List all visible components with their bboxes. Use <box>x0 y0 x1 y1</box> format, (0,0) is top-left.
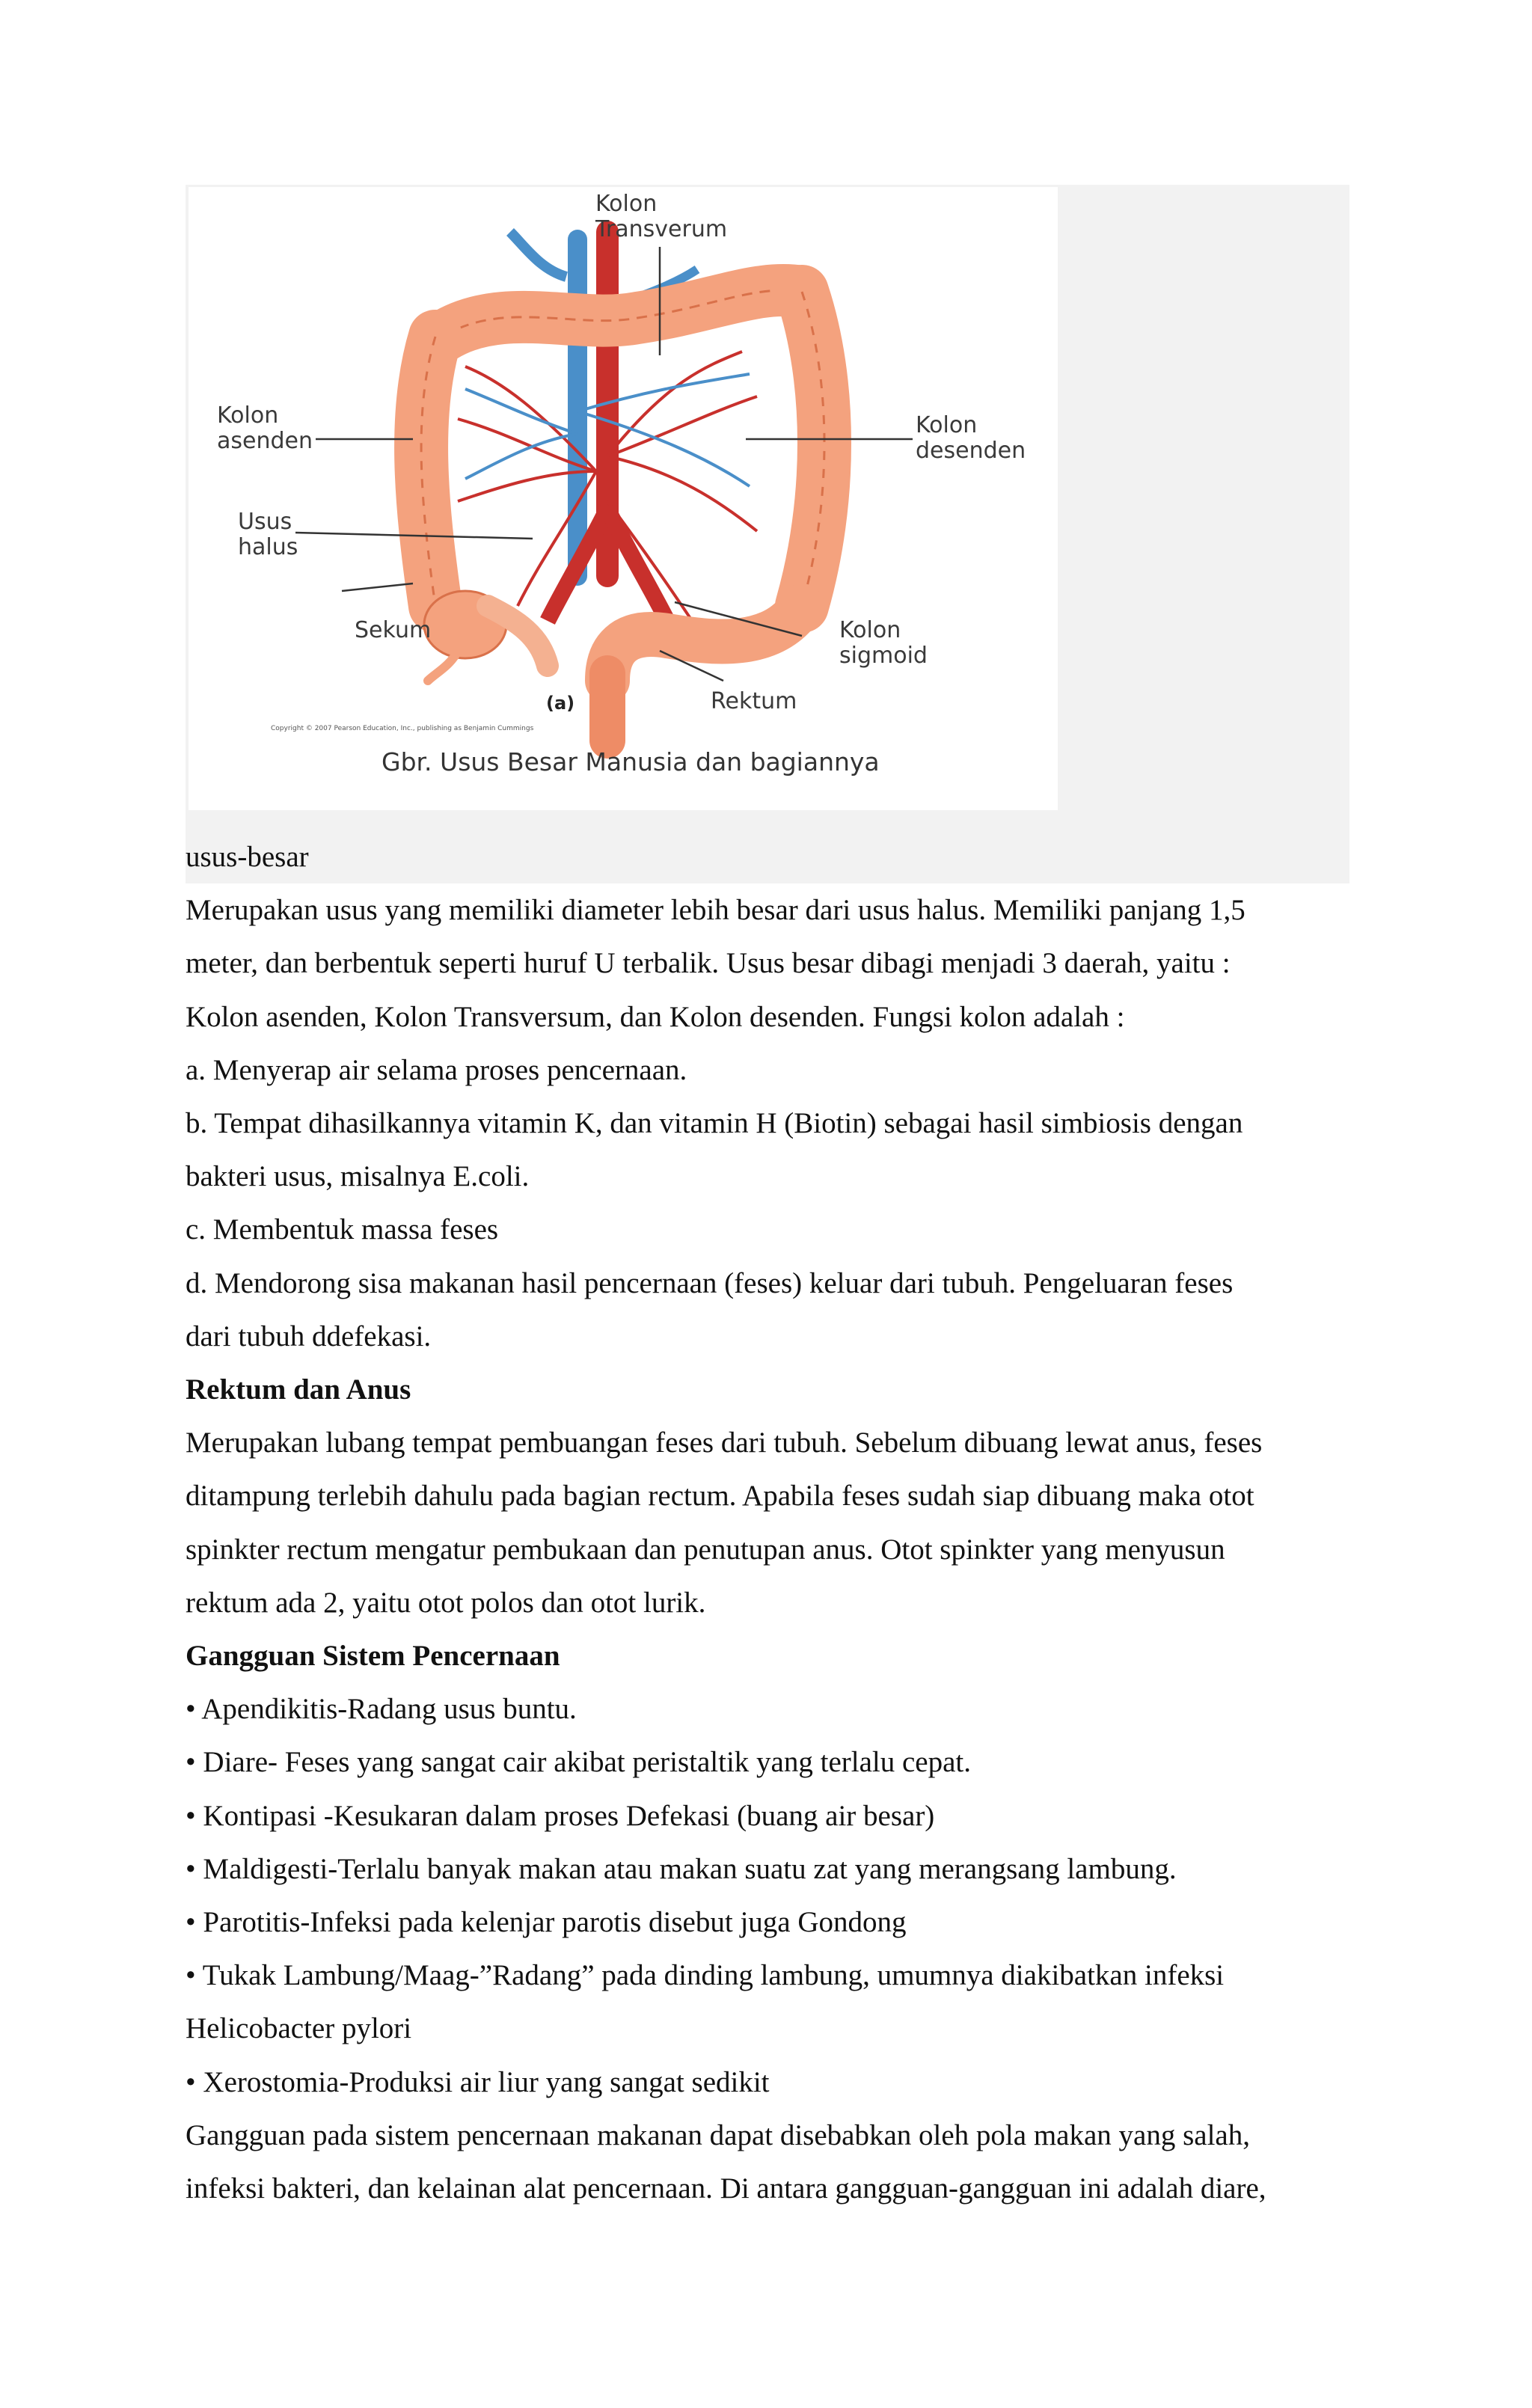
text-line: • Tukak Lambung/Maag-”Radang” pada dinding lambung, umumnya diakibatkan infeksi <box>186 1959 1225 1992</box>
text-line: a. Menyerap air selama proses pencernaan. <box>186 1053 687 1086</box>
text-line: dari tubuh ddefekasi. <box>186 1320 432 1352</box>
label-sekum: Sekum <box>355 617 432 643</box>
label-kolon-sigmoid-1: Kolon <box>839 617 901 643</box>
transverse-colon-shape <box>443 290 802 337</box>
large-intestine-figure <box>189 187 1058 810</box>
text-line: spinkter rectum mengatur pembukaan dan penutupan anus. Otot spinkter yang menyusun <box>186 1533 1225 1566</box>
text-line: • Xerostomia-Produksi air liur yang sangat sedikit <box>186 2065 770 2098</box>
text-line: Merupakan usus yang memiliki diameter lebih besar dari usus halus. Memiliki panjang 1,5 <box>186 894 1245 927</box>
label-kolon-desenden-1: Kolon <box>916 412 978 438</box>
text-line: b. Tempat dihasilkannya vitamin K, dan vitamin H (Biotin) sebagai hasil simbiosis dengan <box>186 1107 1243 1140</box>
appendix-shape <box>428 651 458 681</box>
section-heading: Gangguan Sistem Pencernaan <box>186 1640 560 1673</box>
label-kolon-transverum-2: Transverum <box>595 216 728 242</box>
label-kolon-transverum-1: Kolon <box>595 191 658 217</box>
text-line: infeksi bakteri, dan kelainan alat pencernaan. Di antara gangguan-gangguan ini adalah diare, <box>186 2172 1266 2205</box>
text-line: usus-besar <box>186 841 309 873</box>
text-line: • Kontipasi -Kesukaran dalam proses Defekasi (buang air besar) <box>186 1799 935 1832</box>
section-heading: Rektum dan Anus <box>186 1373 411 1406</box>
text-line: • Maldigesti-Terlalu banyak makan atau makan suatu zat yang merangsang lambung. <box>186 1852 1177 1885</box>
sigmoid-colon-shape <box>607 606 802 681</box>
large-intestine-diagram <box>189 187 1058 810</box>
text-line: rektum ada 2, yaitu otot polos dan otot lurik. <box>186 1586 706 1619</box>
panel-label: (a) <box>546 693 575 714</box>
figure-caption: Gbr. Usus Besar Manusia dan bagiannya <box>382 747 880 776</box>
text-line: Kolon asenden, Kolon Transversum, dan Kolon desenden. Fungsi kolon adalah : <box>186 1000 1125 1033</box>
label-rektum: Rektum <box>711 688 797 714</box>
label-usus-halus-1: Usus <box>238 509 292 535</box>
text-line: Gangguan pada sistem pencernaan makanan dapat disebabkan oleh pola makan yang salah, <box>186 2119 1250 2151</box>
label-kolon-sigmoid-2: sigmoid <box>839 643 928 669</box>
figure-copyright: Copyright © 2007 Pearson Education, Inc., publishing as Benjamin Cummings <box>271 725 534 732</box>
vein-branch-left <box>510 232 566 277</box>
text-line: c. Membentuk massa feses <box>186 1213 499 1246</box>
document-body-text <box>186 830 1367 2215</box>
label-kolon-asenden-2: asenden <box>217 428 313 454</box>
text-line: d. Mendorong sisa makanan hasil pencernaan (feses) keluar dari tubuh. Pengeluaran feses <box>186 1266 1234 1299</box>
text-line: • Diare- Feses yang sangat cair akibat peristaltik yang terlalu cepat. <box>186 1746 971 1779</box>
label-kolon-desenden-2: desenden <box>916 438 1026 464</box>
text-line: • Apendikitis-Radang usus buntu. <box>186 1693 577 1726</box>
text-line: bakteri usus, misalnya E.coli. <box>186 1160 530 1193</box>
label-kolon-asenden-1: Kolon <box>217 402 279 429</box>
ascending-colon-shape <box>421 337 435 606</box>
text-line: • Parotitis-Infeksi pada kelenjar parotis disebut juga Gondong <box>186 1906 907 1939</box>
text-line: Helicobacter pylori <box>186 2012 412 2045</box>
text-line: Merupakan lubang tempat pembuangan feses dari tubuh. Sebelum dibuang lewat anus, feses <box>186 1427 1263 1459</box>
text-line: meter, dan berbentuk seperti huruf U terbalik. Usus besar dibagi menjadi 3 daerah, yaitu : <box>186 947 1231 980</box>
text-line: ditampung terlebih dahulu pada bagian rectum. Apabila feses sudah siap dibuang maka otot <box>186 1480 1254 1513</box>
label-usus-halus-2: halus <box>238 534 298 560</box>
